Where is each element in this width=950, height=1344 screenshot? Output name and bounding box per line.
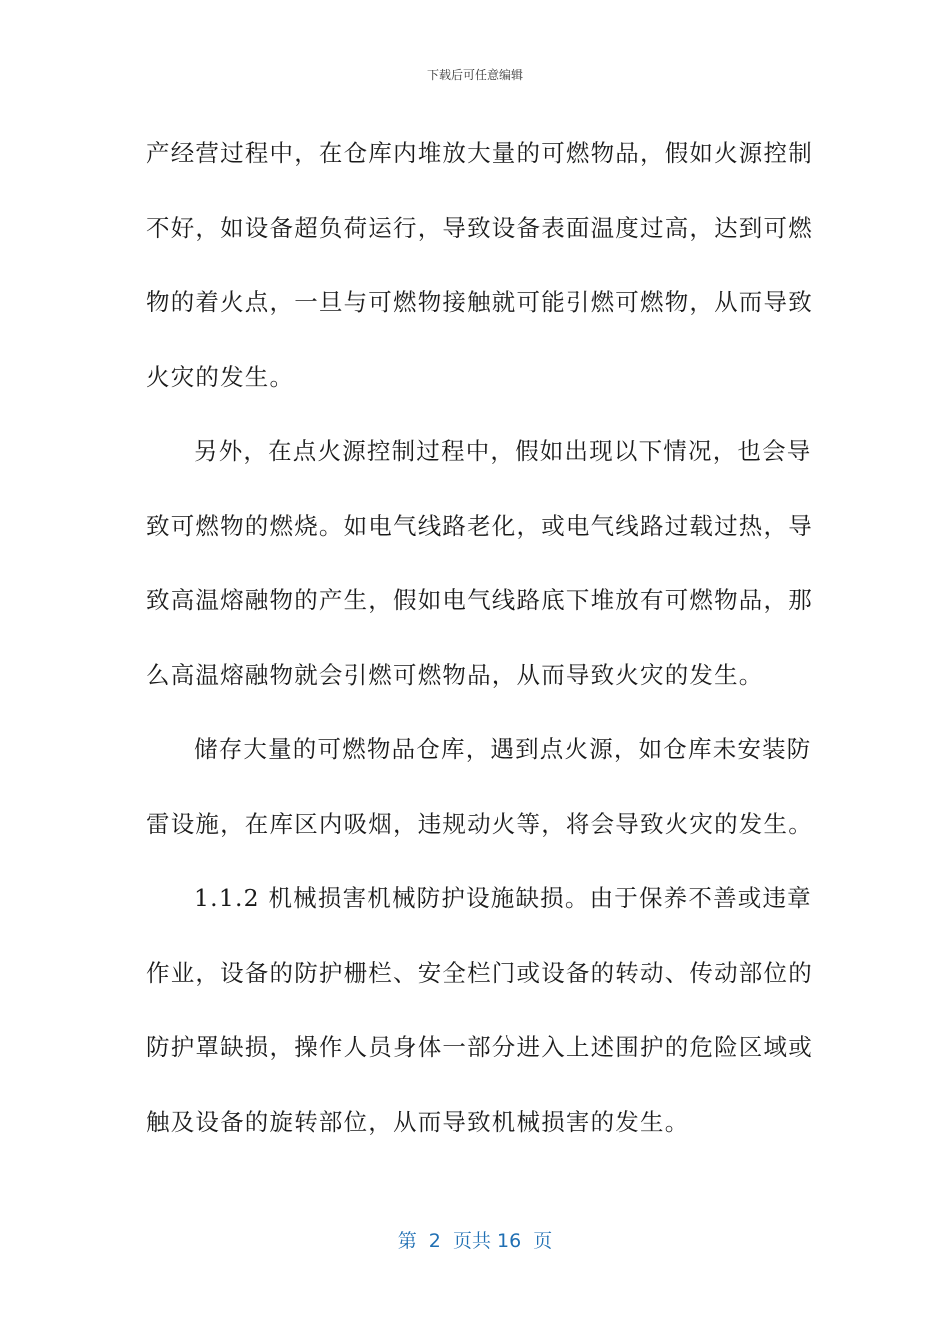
text-line: 触及设备的旋转部位，从而导致机械损害的发生。 (146, 1107, 690, 1136)
text-line: 致可燃物的燃烧。如电气线路老化，或电气线路过载过热，导 (146, 511, 813, 540)
document-body (146, 116, 813, 1159)
paragraph-warehouse-storage (146, 712, 813, 861)
text-line: 物的着火点，一旦与可燃物接触就可能引燃可燃物，从而导致 (146, 288, 813, 316)
text-line: 1.1.2 机械损害机械防护设施缺损。由于保养不善或违章 (194, 884, 812, 912)
text-line: 作业，设备的防护栅栏、安全栏门或设备的转动、传动部位的 (146, 958, 813, 987)
text-line: 储存大量的可燃物品仓库，遇到点火源，如仓库未安装防 (194, 735, 812, 763)
page-header-note: 下载后可任意编辑 (426, 68, 523, 82)
paragraph-electrical-wiring (146, 414, 813, 712)
text-line: 雷设施，在库区内吸烟，违规动火等，将会导致火灾的发生。 (146, 809, 813, 838)
text-line: 么高温熔融物就会引燃可燃物品，从而导致火灾的发生。 (146, 660, 764, 689)
text-line: 致高温熔融物的产生，假如电气线路底下堆放有可燃物品，那 (146, 586, 813, 614)
paragraph-fire-source-control (146, 116, 813, 414)
text-line: 不好，如设备超负荷运行，导致设备表面温度过高，达到可燃 (146, 213, 813, 242)
page-number-footer: 第 2 页共 16 页 (397, 1230, 553, 1252)
text-line: 另外，在点火源控制过程中，假如出现以下情况，也会导 (194, 437, 812, 465)
text-line: 防护罩缺损，操作人员身体一部分进入上述围护的危险区域或 (146, 1033, 813, 1061)
text-line: 火灾的发生。 (146, 362, 295, 391)
text-line: 产经营过程中，在仓库内堆放大量的可燃物品，假如火源控制 (146, 139, 813, 167)
paragraph-mechanical-damage (146, 861, 813, 1159)
